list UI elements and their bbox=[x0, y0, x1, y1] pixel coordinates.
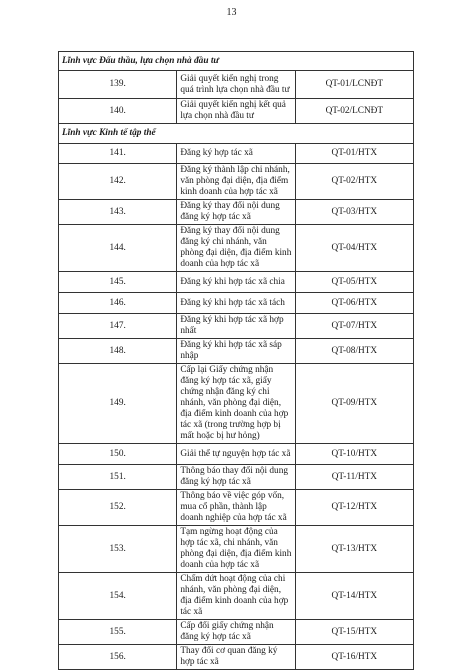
procedure-code: QT-05/HTX bbox=[295, 272, 413, 293]
procedure-code: QT-13/HTX bbox=[295, 526, 413, 573]
procedure-code: QT-03/HTX bbox=[295, 200, 413, 225]
page-number: 13 bbox=[226, 7, 237, 18]
row-number: 152. bbox=[59, 490, 177, 526]
procedure-name: Tạm ngừng hoạt động của hợp tác xã, chi nhánh, văn phòng đại diện, địa điểm kinh doanh của hợp tác xã bbox=[177, 526, 295, 573]
procedure-code: QT-10/HTX bbox=[295, 444, 413, 465]
procedure-code: QT-06/HTX bbox=[295, 293, 413, 314]
row-number: 146. bbox=[59, 293, 177, 314]
procedure-code: QT-02/LCNĐT bbox=[295, 99, 413, 124]
table-row bbox=[59, 200, 414, 225]
procedure-code: QT-01/HTX bbox=[295, 144, 413, 164]
row-number: 147. bbox=[59, 314, 177, 339]
procedure-code: QT-01/LCNĐT bbox=[295, 71, 413, 99]
row-number: 151. bbox=[59, 465, 177, 490]
table-row bbox=[59, 573, 414, 620]
table-row bbox=[59, 293, 414, 314]
procedure-name: Đăng ký khi hợp tác xã hợp nhất bbox=[177, 314, 295, 339]
table-row bbox=[59, 620, 414, 645]
row-number: 148. bbox=[59, 339, 177, 364]
table-row bbox=[59, 225, 414, 272]
row-number: 154. bbox=[59, 573, 177, 620]
row-number: 156. bbox=[59, 645, 177, 670]
procedure-name: Cấp lại Giấy chứng nhận đăng ký hợp tác xã, giấy chứng nhận đăng ký chi nhánh, văn phòng đại diện, địa điểm kinh doanh của hợp tác xã (trong trường hợp bị mất hoặc bị hư hỏng) bbox=[177, 364, 295, 444]
row-number: 149. bbox=[59, 364, 177, 444]
section-title: Lĩnh vực Đấu thầu, lựa chọn nhà đầu tư bbox=[59, 52, 414, 71]
procedure-code: QT-09/HTX bbox=[295, 364, 413, 444]
procedure-name: Giải quyết kiến nghị kết quả lựa chọn nhà đầu tư bbox=[177, 99, 295, 124]
procedure-name: Cấp đổi giấy chứng nhận đăng ký hợp tác xã bbox=[177, 620, 295, 645]
procedure-code: QT-14/HTX bbox=[295, 573, 413, 620]
procedure-code: QT-16/HTX bbox=[295, 645, 413, 670]
table-row bbox=[59, 444, 414, 465]
row-number: 139. bbox=[59, 71, 177, 99]
procedure-name: Thông báo thay đổi nội dung đăng ký hợp tác xã bbox=[177, 465, 295, 490]
procedure-name: Thông báo về việc góp vốn, mua cổ phần, thành lập doanh nghiệp của hợp tác xã bbox=[177, 490, 295, 526]
table-row bbox=[59, 314, 414, 339]
table-row bbox=[59, 99, 414, 124]
procedure-name: Đăng ký thay đổi nội dung đăng ký chi nhánh, văn phòng đại diện, địa điểm kinh doanh của hợp tác xã bbox=[177, 225, 295, 272]
table-row bbox=[59, 339, 414, 364]
section-header bbox=[59, 124, 414, 144]
section-header bbox=[59, 52, 414, 71]
procedure-name: Thay đổi cơ quan đăng ký hợp tác xã bbox=[177, 645, 295, 670]
row-number: 155. bbox=[59, 620, 177, 645]
row-number: 141. bbox=[59, 144, 177, 164]
table-row bbox=[59, 144, 414, 164]
row-number: 153. bbox=[59, 526, 177, 573]
row-number: 140. bbox=[59, 99, 177, 124]
procedure-code: QT-02/HTX bbox=[295, 164, 413, 200]
procedure-code: QT-07/HTX bbox=[295, 314, 413, 339]
procedure-code: QT-04/HTX bbox=[295, 225, 413, 272]
procedure-code: QT-11/HTX bbox=[295, 465, 413, 490]
row-number: 150. bbox=[59, 444, 177, 465]
procedure-name: Đăng ký khi hợp tác xã tách bbox=[177, 293, 295, 314]
procedure-table bbox=[58, 51, 414, 670]
table-row bbox=[59, 164, 414, 200]
row-number: 144. bbox=[59, 225, 177, 272]
procedure-code: QT-15/HTX bbox=[295, 620, 413, 645]
row-number: 142. bbox=[59, 164, 177, 200]
procedure-name: Giải thể tự nguyện hợp tác xã bbox=[177, 444, 295, 465]
table-row bbox=[59, 71, 414, 99]
table-row bbox=[59, 465, 414, 490]
table-row bbox=[59, 490, 414, 526]
row-number: 145. bbox=[59, 272, 177, 293]
procedure-code: QT-08/HTX bbox=[295, 339, 413, 364]
table-row bbox=[59, 526, 414, 573]
row-number: 143. bbox=[59, 200, 177, 225]
procedure-name: Đăng ký khi hợp tác xã sáp nhập bbox=[177, 339, 295, 364]
procedure-name: Đăng ký khi hợp tác xã chia bbox=[177, 272, 295, 293]
procedure-name: Đăng ký hợp tác xã bbox=[177, 144, 295, 164]
procedure-name: Đăng ký thay đổi nội dung đăng ký hợp tác xã bbox=[177, 200, 295, 225]
table-row bbox=[59, 364, 414, 444]
procedure-code: QT-12/HTX bbox=[295, 490, 413, 526]
table-row bbox=[59, 645, 414, 670]
procedure-name: Đăng ký thành lập chi nhánh, văn phòng đại diện, địa điểm kinh doanh của hợp tác xã bbox=[177, 164, 295, 200]
procedure-name: Giải quyết kiến nghị trong quá trình lựa chọn nhà đầu tư bbox=[177, 71, 295, 99]
section-title: Lĩnh vực Kinh tế tập thể bbox=[59, 124, 414, 144]
procedure-name: Chấm dứt hoạt động của chi nhánh, văn phòng đại diện, địa điểm kinh doanh của hợp tác xã bbox=[177, 573, 295, 620]
table-row bbox=[59, 272, 414, 293]
